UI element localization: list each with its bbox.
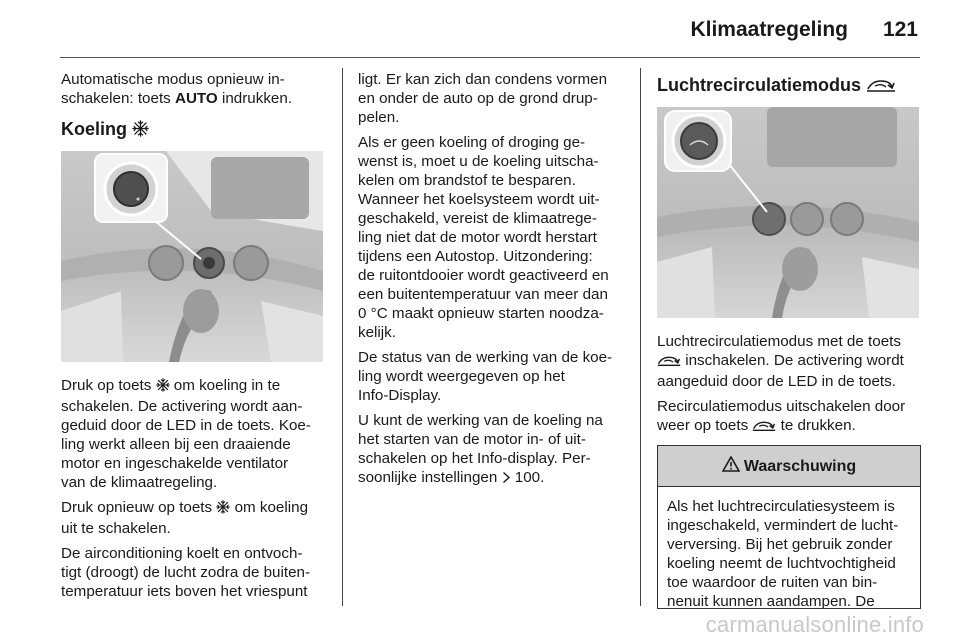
text-line: De status van de werking van de koe-	[358, 349, 613, 366]
text-line	[358, 468, 624, 489]
text-line: het starten van de motor in- of uit-	[358, 431, 586, 448]
warning-header	[658, 446, 920, 487]
text-fragment: om koeling	[230, 499, 309, 516]
text-line: de ruitontdooier wordt geactiveerd en	[358, 267, 609, 284]
text-line: een buitentemperatuur van meer dan	[358, 286, 608, 303]
paragraph-cooling-on	[61, 376, 327, 492]
text-line: tigt (droogt) de lucht zodra de buiten-	[61, 564, 311, 581]
text-fragment: schakelen: toets	[61, 90, 175, 107]
warning-title: Waarschuwing	[743, 457, 857, 475]
text-line: tijdens een Autostop. Uitzondering:	[358, 248, 593, 265]
text-line: aangeduid door de LED in de toets.	[657, 373, 896, 390]
page-reference-arrow-icon	[502, 470, 511, 489]
text-line: Luchtrecirculatiemodus met de toets	[657, 333, 901, 350]
text-fragment: indrukken.	[217, 90, 293, 107]
text-line: ligt. Er kan zich dan condens vormen	[358, 71, 608, 88]
page-number: 121	[882, 18, 918, 41]
paragraph-airco-info	[61, 544, 327, 601]
cooling-button-photo	[61, 151, 323, 362]
section-title: Koeling	[61, 119, 127, 139]
text-line: ling niet dat de motor wordt herstart	[358, 229, 597, 246]
text-line: wenst is, moet u de koeling uitscha-	[358, 153, 599, 170]
text-line: geschakeld, vereist de klimaatrege-	[358, 210, 597, 227]
text-line: Als er geen koeling of droging ge-	[358, 134, 586, 151]
text-line: ling werkt alleen bij een draaiende	[61, 436, 291, 453]
text-line: schakelen op het Info-display. Per-	[358, 450, 591, 467]
text-line: ling wordt weergegeven op het	[358, 368, 565, 385]
paragraph-status-display	[358, 348, 624, 405]
column-divider-1	[342, 68, 343, 606]
text-line: en onder de auto op de grond drup-	[358, 90, 598, 107]
paragraph-recirculation-off	[657, 397, 921, 437]
intro-paragraph	[61, 70, 327, 108]
text-line: verversing. Bij het gebruik zonder	[667, 536, 893, 553]
text-line: De airconditioning koelt en ontvoch-	[61, 545, 303, 562]
text-line: nenuit kunnen aandampen. De	[667, 593, 875, 609]
section-heading-recirculation	[657, 76, 921, 97]
text-line	[61, 498, 327, 519]
text-line: Automatische modus opnieuw in-	[61, 71, 285, 88]
column-3	[657, 70, 921, 609]
warning-triangle-icon	[722, 456, 740, 476]
text-fragment: te drukken.	[776, 417, 856, 434]
text-line: koeling neemt de luchtvochtigheid	[667, 555, 896, 572]
paragraph-cooling-off	[61, 498, 327, 538]
text-line: Als het luchtrecirculatiesysteem is	[667, 498, 895, 515]
text-line	[657, 416, 921, 437]
recirculation-icon	[752, 418, 776, 437]
warning-body	[658, 487, 920, 609]
snowflake-icon	[216, 500, 230, 519]
text-line: Info-Display.	[358, 387, 442, 404]
text-line: uit te schakelen.	[61, 520, 171, 537]
column-2	[358, 70, 624, 495]
paragraph-recirculation-on	[657, 332, 921, 391]
text-line: motor en ingeschakelde ventilator	[61, 455, 289, 472]
paragraph-fuel-saving	[358, 133, 624, 342]
text-line: pelen.	[358, 109, 400, 126]
auto-key-label: AUTO	[174, 90, 218, 107]
text-line	[61, 89, 327, 108]
column-1	[61, 70, 327, 607]
watermark: carmanualsonline.info	[705, 612, 924, 637]
text-line: ingeschakeld, vermindert de lucht-	[667, 517, 899, 534]
page-title: Klimaatregeling	[690, 18, 848, 41]
header-divider	[60, 57, 920, 58]
text-line: Wanneer het koelsysteem wordt uit-	[358, 191, 600, 208]
warning-box	[657, 445, 921, 609]
text-line: U kunt de werking van de koeling na	[358, 412, 603, 429]
text-line: temperatuur iets boven het vriespunt	[61, 583, 308, 600]
text-line: toe waardoor de ruiten van bin-	[667, 574, 878, 591]
section-heading-koeling	[61, 120, 327, 141]
text-fragment: weer op toets	[657, 417, 753, 434]
paragraph-condensation	[358, 70, 624, 127]
snowflake-icon	[156, 378, 170, 397]
recirculation-button-photo	[657, 107, 919, 318]
text-line: schakelen. De activering wordt aan-	[61, 398, 303, 415]
text-fragment: Druk op toets	[61, 377, 156, 394]
text-line	[61, 376, 327, 397]
text-line: 0 °C maakt opnieuw starten noodza-	[358, 305, 604, 322]
text-fragment: soonlijke instellingen	[358, 469, 502, 486]
text-line: Recirculatiemodus uitschakelen door	[657, 398, 906, 415]
snowflake-icon	[132, 120, 149, 141]
recirculation-icon	[657, 353, 681, 372]
column-divider-2	[640, 68, 641, 606]
text-line: geduid door de LED in de toets. Koe-	[61, 417, 311, 434]
text-fragment: inschakelen. De activering wordt	[681, 352, 904, 369]
text-line: kelijk.	[358, 324, 396, 341]
text-line	[657, 351, 921, 372]
text-line: van de klimaatregeling.	[61, 474, 218, 491]
page-reference-link[interactable]: 100.	[514, 469, 545, 486]
text-line: kelen om brandstof te besparen.	[358, 172, 576, 189]
text-fragment: om koeling in te	[169, 377, 281, 394]
section-title: Luchtrecirculatiemodus	[657, 75, 862, 95]
recirculation-icon	[866, 77, 896, 97]
text-fragment: Druk opnieuw op toets	[61, 499, 217, 516]
paragraph-info-display-setting	[358, 411, 624, 489]
